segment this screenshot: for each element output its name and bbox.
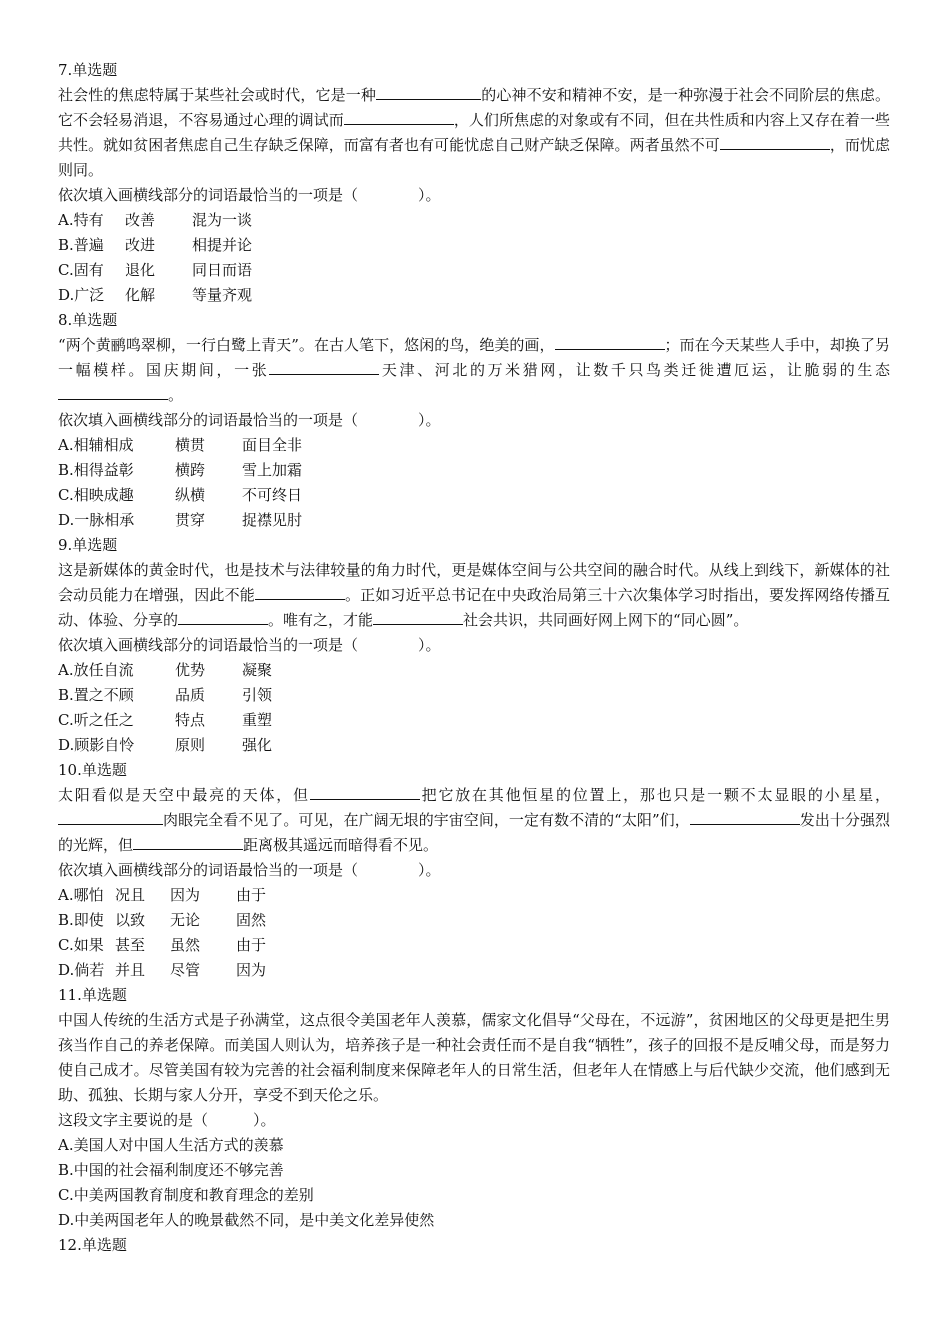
option-a[interactable]: A.相辅相成 横贯 面目全非 (58, 436, 303, 454)
question-9-prompt: 依次填入画横线部分的词语最恰当的一项是（ ）。 (58, 636, 441, 654)
question-11-prompt: 这段文字主要说的是（ ）。 (58, 1111, 276, 1129)
question-11-header: 11.单选题 (58, 986, 127, 1004)
option-b[interactable]: B.中国的社会福利制度还不够完善 (58, 1161, 284, 1179)
option-a[interactable]: A.哪怕 况且 因为 由于 (58, 886, 267, 904)
option-c[interactable]: C.中美两国教育制度和教育理念的差别 (58, 1186, 314, 1204)
question-7-header: 7.单选题 (58, 61, 118, 79)
option-d[interactable]: D.广泛 化解 等量齐观 (58, 286, 253, 304)
answer-blank[interactable] (178, 610, 268, 625)
question-12-header: 12.单选题 (58, 1236, 127, 1254)
option-a[interactable]: A.放任自流 优势 凝聚 (58, 661, 273, 679)
question-8-stem: “两个黄鹂鸣翠柳，一行白鹭上青天”。在古人笔下，悠闲的鸟，绝美的画， ；而在今天某些人手中，却换了另一幅模样。国庆期间，一张 天津、河北的万米猎网，让数千只鸟类迁徙遭厄运，让脆弱的生态。 (58, 336, 890, 404)
question-9-stem: 这是新媒体的黄金时代，也是技术与法律较量的角力时代，更是媒体空间与公共空间的融合时代。从线上到线下，新媒体的社会动员能力在增强，因此不能 。正如习近平总书记在中央政治局第三十六次集体学习时指出，要发挥网络传播互动、体验、分享的 。唯有之，才能 社会共识，共同画好网上网下的“同心圆”。 (58, 561, 890, 629)
question-7-stem: 社会性的焦虑特属于某些社会或时代，它是一种 的心神不安和精神不安，是一种弥漫于社会不同阶层的焦虑。它不会轻易消退，不容易通过心理的调试而 ，人们所焦虑的对象或有不同，但在共性质和内容上又存在着一些共性。就如贫困者焦虑自己生存缺乏保障，而富有者也有可能忧虑自己财产缺乏保障。两者虽然不可 ，而忧虑则同。 (58, 86, 890, 179)
answer-blank[interactable] (255, 585, 345, 600)
answer-blank[interactable] (58, 810, 163, 825)
option-b[interactable]: B.普遍 改进 相提并论 (58, 236, 253, 254)
question-8-prompt: 依次填入画横线部分的词语最恰当的一项是（ ）。 (58, 411, 441, 429)
option-a[interactable]: A.特有 改善 混为一谈 (58, 211, 253, 229)
question-10-prompt: 依次填入画横线部分的词语最恰当的一项是（ ）。 (58, 861, 441, 879)
exam-page (58, 58, 890, 1258)
answer-blank[interactable] (310, 785, 420, 800)
question-7-prompt: 依次填入画横线部分的词语最恰当的一项是（ ）。 (58, 186, 441, 204)
option-b[interactable]: B.相得益彰 横跨 雪上加霜 (58, 461, 303, 479)
question-10-header: 10.单选题 (58, 761, 127, 779)
option-d[interactable]: D.倘若 并且 尽管 因为 (58, 961, 267, 979)
option-b[interactable]: B.即使 以致 无论 固然 (58, 911, 267, 929)
question-9-header: 9.单选题 (58, 536, 118, 554)
answer-blank[interactable] (720, 135, 830, 150)
answer-blank[interactable] (58, 385, 168, 400)
answer-blank[interactable] (690, 810, 800, 825)
option-c[interactable]: C.相映成趣 纵横 不可终日 (58, 486, 303, 504)
answer-blank[interactable] (133, 835, 243, 850)
answer-blank[interactable] (373, 610, 463, 625)
answer-blank[interactable] (555, 335, 665, 350)
option-d[interactable]: D.一脉相承 贯穿 捉襟见肘 (58, 511, 303, 529)
option-c[interactable]: C.固有 退化 同日而语 (58, 261, 253, 279)
option-a[interactable]: A.美国人对中国人生活方式的羡慕 (58, 1136, 284, 1154)
question-8-header: 8.单选题 (58, 311, 118, 329)
option-c[interactable]: C.如果 甚至 虽然 由于 (58, 936, 267, 954)
option-d[interactable]: D.顾影自怜 原则 强化 (58, 736, 273, 754)
question-11-passage: 中国人传统的生活方式是子孙满堂，这点很令美国老年人羡慕，儒家文化倡导“父母在，不远游”，贫困地区的父母更是把生男孩当作自己的养老保障。而美国人则认为，培养孩子是一种社会责任而不是自我“牺牲”，孩子的回报不是反哺父母，而是努力使自己成才。尽管美国有较为完善的社会福利制度来保障老年人的日常生活，但老年人在情感上与后代缺少交流，他们感到无助、孤独、长期与家人分开，享受不到天伦之乐。 (58, 1011, 890, 1104)
option-d[interactable]: D.中美两国老年人的晚景截然不同，是中美文化差异使然 (58, 1211, 435, 1229)
answer-blank[interactable] (376, 85, 481, 100)
answer-blank[interactable] (344, 110, 454, 125)
question-10-stem: 太阳看似是天空中最亮的天体，但 把它放在其他恒星的位置上，那也只是一颗不太显眼的小星星，肉眼完全看不见了。可见，在广阔无垠的宇宙空间，一定有数不清的“太阳”们， 发出十分强烈的光辉，但 距离极其遥远而暗得看不见。 (58, 786, 890, 854)
option-c[interactable]: C.听之任之 特点 重塑 (58, 711, 273, 729)
answer-blank[interactable] (269, 360, 379, 375)
option-b[interactable]: B.置之不顾 品质 引领 (58, 686, 273, 704)
